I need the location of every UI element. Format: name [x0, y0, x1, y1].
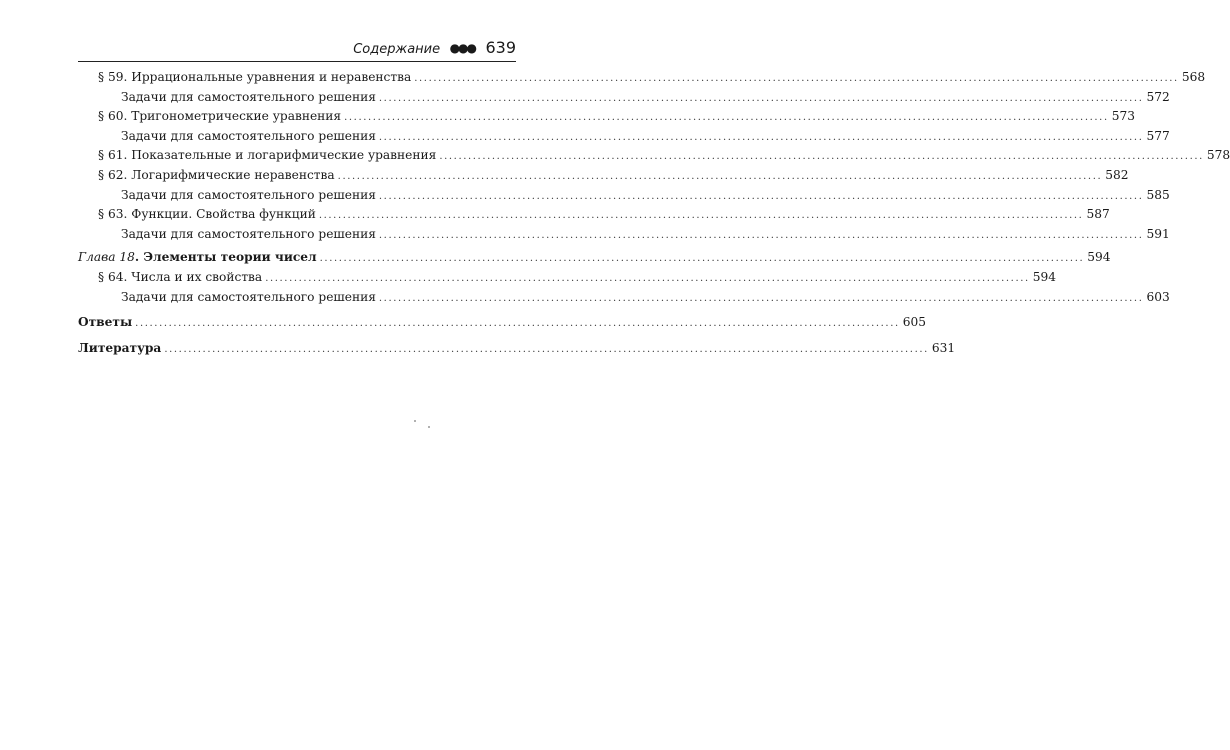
- toc-entry-title: [78, 247, 317, 267]
- toc-entry-answers[interactable]: [78, 312, 927, 332]
- toc-leader: ................................................................................................................................................................: [378, 229, 1144, 241]
- toc-entry-exercises-62[interactable]: [78, 185, 1170, 205]
- toc-entry-section-61[interactable]: [78, 145, 1230, 165]
- toc-entry-title: Задачи для самостоятельного решения: [121, 226, 376, 241]
- toc-entry-title: § 60. Тригонометрические уравнения: [98, 109, 342, 124]
- toc-leader: ................................................................................................................................................................: [378, 131, 1144, 143]
- toc-entry-title: Литература: [78, 340, 162, 355]
- toc-leader: ................................................................................................................................................................: [319, 253, 1085, 265]
- toc-entry-page: 587: [1086, 207, 1110, 222]
- scan-speck: [414, 420, 416, 422]
- toc-entry-title: Задачи для самостоятельного решения: [121, 187, 376, 202]
- toc-leader: ................................................................................................................................................................: [439, 151, 1204, 163]
- table-of-contents: [78, 67, 1230, 357]
- toc-entry-title: § 64. Числа и их свойства: [98, 269, 263, 284]
- toc-entry-literature[interactable]: [78, 338, 956, 358]
- toc-entry-page: 591: [1146, 226, 1170, 241]
- toc-entry-section-62[interactable]: [78, 165, 1129, 185]
- toc-leader: ................................................................................................................................................................: [414, 73, 1179, 84]
- toc-leader: ................................................................................................................................................................: [378, 190, 1144, 202]
- toc-entry-page: 631: [931, 340, 956, 355]
- toc-entry-page: 603: [1146, 289, 1170, 304]
- toc-entry-page: 582: [1105, 167, 1129, 182]
- toc-entry-exercises-59[interactable]: [78, 87, 1170, 107]
- toc-entry-title: § 61. Показательные и логарифмические уравнения: [98, 148, 437, 163]
- toc-entry-page: 585: [1146, 187, 1170, 202]
- toc-leader: ................................................................................................................................................................: [337, 170, 1103, 182]
- toc-entry-page: 605: [902, 315, 927, 330]
- toc-entry-section-63[interactable]: [78, 204, 1110, 224]
- toc-entry-title: § 62. Логарифмические неравенства: [98, 167, 335, 182]
- toc-entry-title: § 59. Иррациональные уравнения и неравенства: [98, 70, 412, 84]
- toc-entry-page: 594: [1032, 269, 1057, 284]
- chapter-title: . Элементы теории чисел: [134, 250, 317, 265]
- toc-entry-page: 568: [1181, 70, 1206, 84]
- header-rule: [78, 61, 516, 62]
- toc-entry-title: Задачи для самостоятельного решения: [121, 289, 376, 304]
- toc-leader: ................................................................................................................................................................: [378, 92, 1144, 104]
- header-marker-icon: ●●●: [449, 41, 475, 55]
- toc-entry-title: Задачи для самостоятельного решения: [121, 128, 376, 143]
- scan-speck: [428, 426, 430, 428]
- toc-entry-page: 573: [1111, 109, 1135, 124]
- running-header-section: Содержание: [353, 42, 441, 57]
- toc-entry-exercises-64[interactable]: [78, 287, 1170, 307]
- toc-entry-exercises-60[interactable]: [78, 126, 1170, 146]
- page-number: 639: [485, 38, 516, 57]
- toc-entry-chapter-18[interactable]: [78, 247, 1111, 267]
- toc-entry-section-64[interactable]: [78, 267, 1057, 287]
- toc-entry-title: § 63. Функции. Свойства функций: [98, 207, 316, 222]
- toc-entry-section-60[interactable]: [78, 106, 1135, 126]
- toc-entry-exercises-63[interactable]: [78, 224, 1170, 244]
- toc-leader: ................................................................................................................................................................: [164, 343, 929, 355]
- chapter-label: Глава 18: [78, 250, 135, 265]
- toc-entry-page: 572: [1146, 89, 1170, 104]
- toc-entry-section-59[interactable]: [78, 67, 1206, 87]
- toc-entry-title: Задачи для самостоятельного решения: [121, 89, 376, 104]
- running-header: [78, 38, 516, 58]
- toc-entry-page: 578: [1206, 148, 1230, 163]
- toc-leader: ................................................................................................................................................................: [135, 318, 900, 330]
- toc-entry-page: 594: [1087, 250, 1111, 265]
- toc-leader: ................................................................................................................................................................: [378, 292, 1144, 304]
- toc-entry-title: Ответы: [78, 315, 133, 330]
- toc-leader: ................................................................................................................................................................: [265, 272, 1030, 284]
- toc-leader: ................................................................................................................................................................: [344, 112, 1109, 124]
- toc-entry-page: 577: [1146, 128, 1170, 143]
- toc-leader: ................................................................................................................................................................: [318, 210, 1084, 222]
